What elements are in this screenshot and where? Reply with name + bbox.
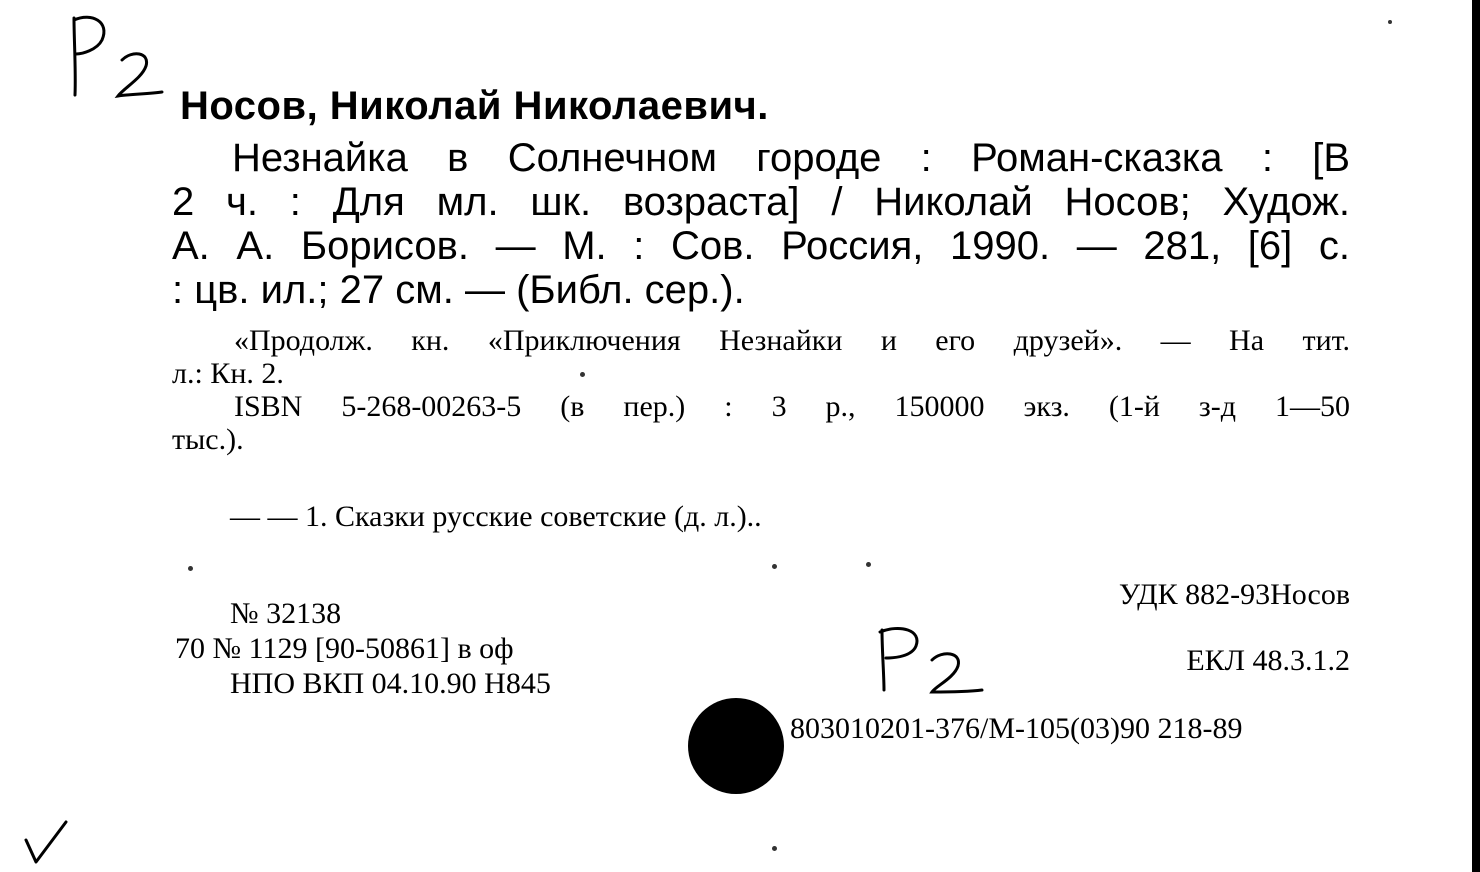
description-line: Незнайка в Солнечном городе : Роман-сказка : [В [232,136,1350,180]
continuation-note-line: «Продолж. кн. «Приключения Незнайки и его друзей». — На тит. [234,324,1350,357]
handwritten-mark-top [62,10,172,105]
ekl-code: ЕКЛ 48.3.1.2 [1186,644,1350,677]
subject-heading: — — 1. Сказки русские советские (д. л.).. [230,500,762,533]
printer-info: НПО ВКП 04.10.90 Н845 [230,667,551,700]
check-mark-icon [22,818,72,868]
speck [772,564,777,569]
card-number: № 32138 [230,597,342,630]
description-line: А. А. Борисов. — М. : Сов. Россия, 1990. — 281, [6] с. [172,224,1350,268]
speck [188,566,193,571]
order-number: 70 № 1129 [90-50861] в оф [175,632,514,665]
scan-edge [1472,0,1480,872]
author-heading: Носов, Николай Николаевич. [180,84,769,128]
speck [772,846,777,851]
udk-code: УДК 882-93Носов [1118,578,1350,611]
description-line: 2 ч. : Для мл. шк. возраста] / Николай Носов; Худож. [172,180,1350,224]
speck [1388,20,1392,24]
bbk-code: 803010201-376/М-105(03)90 218-89 [790,712,1243,745]
bibliographic-description [172,136,1350,312]
isbn-line: ISBN 5-268-00263-5 (в пер.) : 3 р., 150000 экз. (1-й з-д 1—50 [234,390,1350,423]
speck [866,562,871,567]
handwritten-mark-middle [870,620,990,700]
ink-blot [688,698,784,794]
continuation-note-line: л.: Кн. 2. [172,357,284,390]
speck [580,372,585,377]
description-line: : цв. ил.; 27 см. — (Библ. сер.). [172,268,745,312]
isbn-line: тыс.). [172,423,244,456]
notes-block [172,324,1350,456]
classification-codes [1119,578,1350,678]
card-codes [175,596,551,701]
